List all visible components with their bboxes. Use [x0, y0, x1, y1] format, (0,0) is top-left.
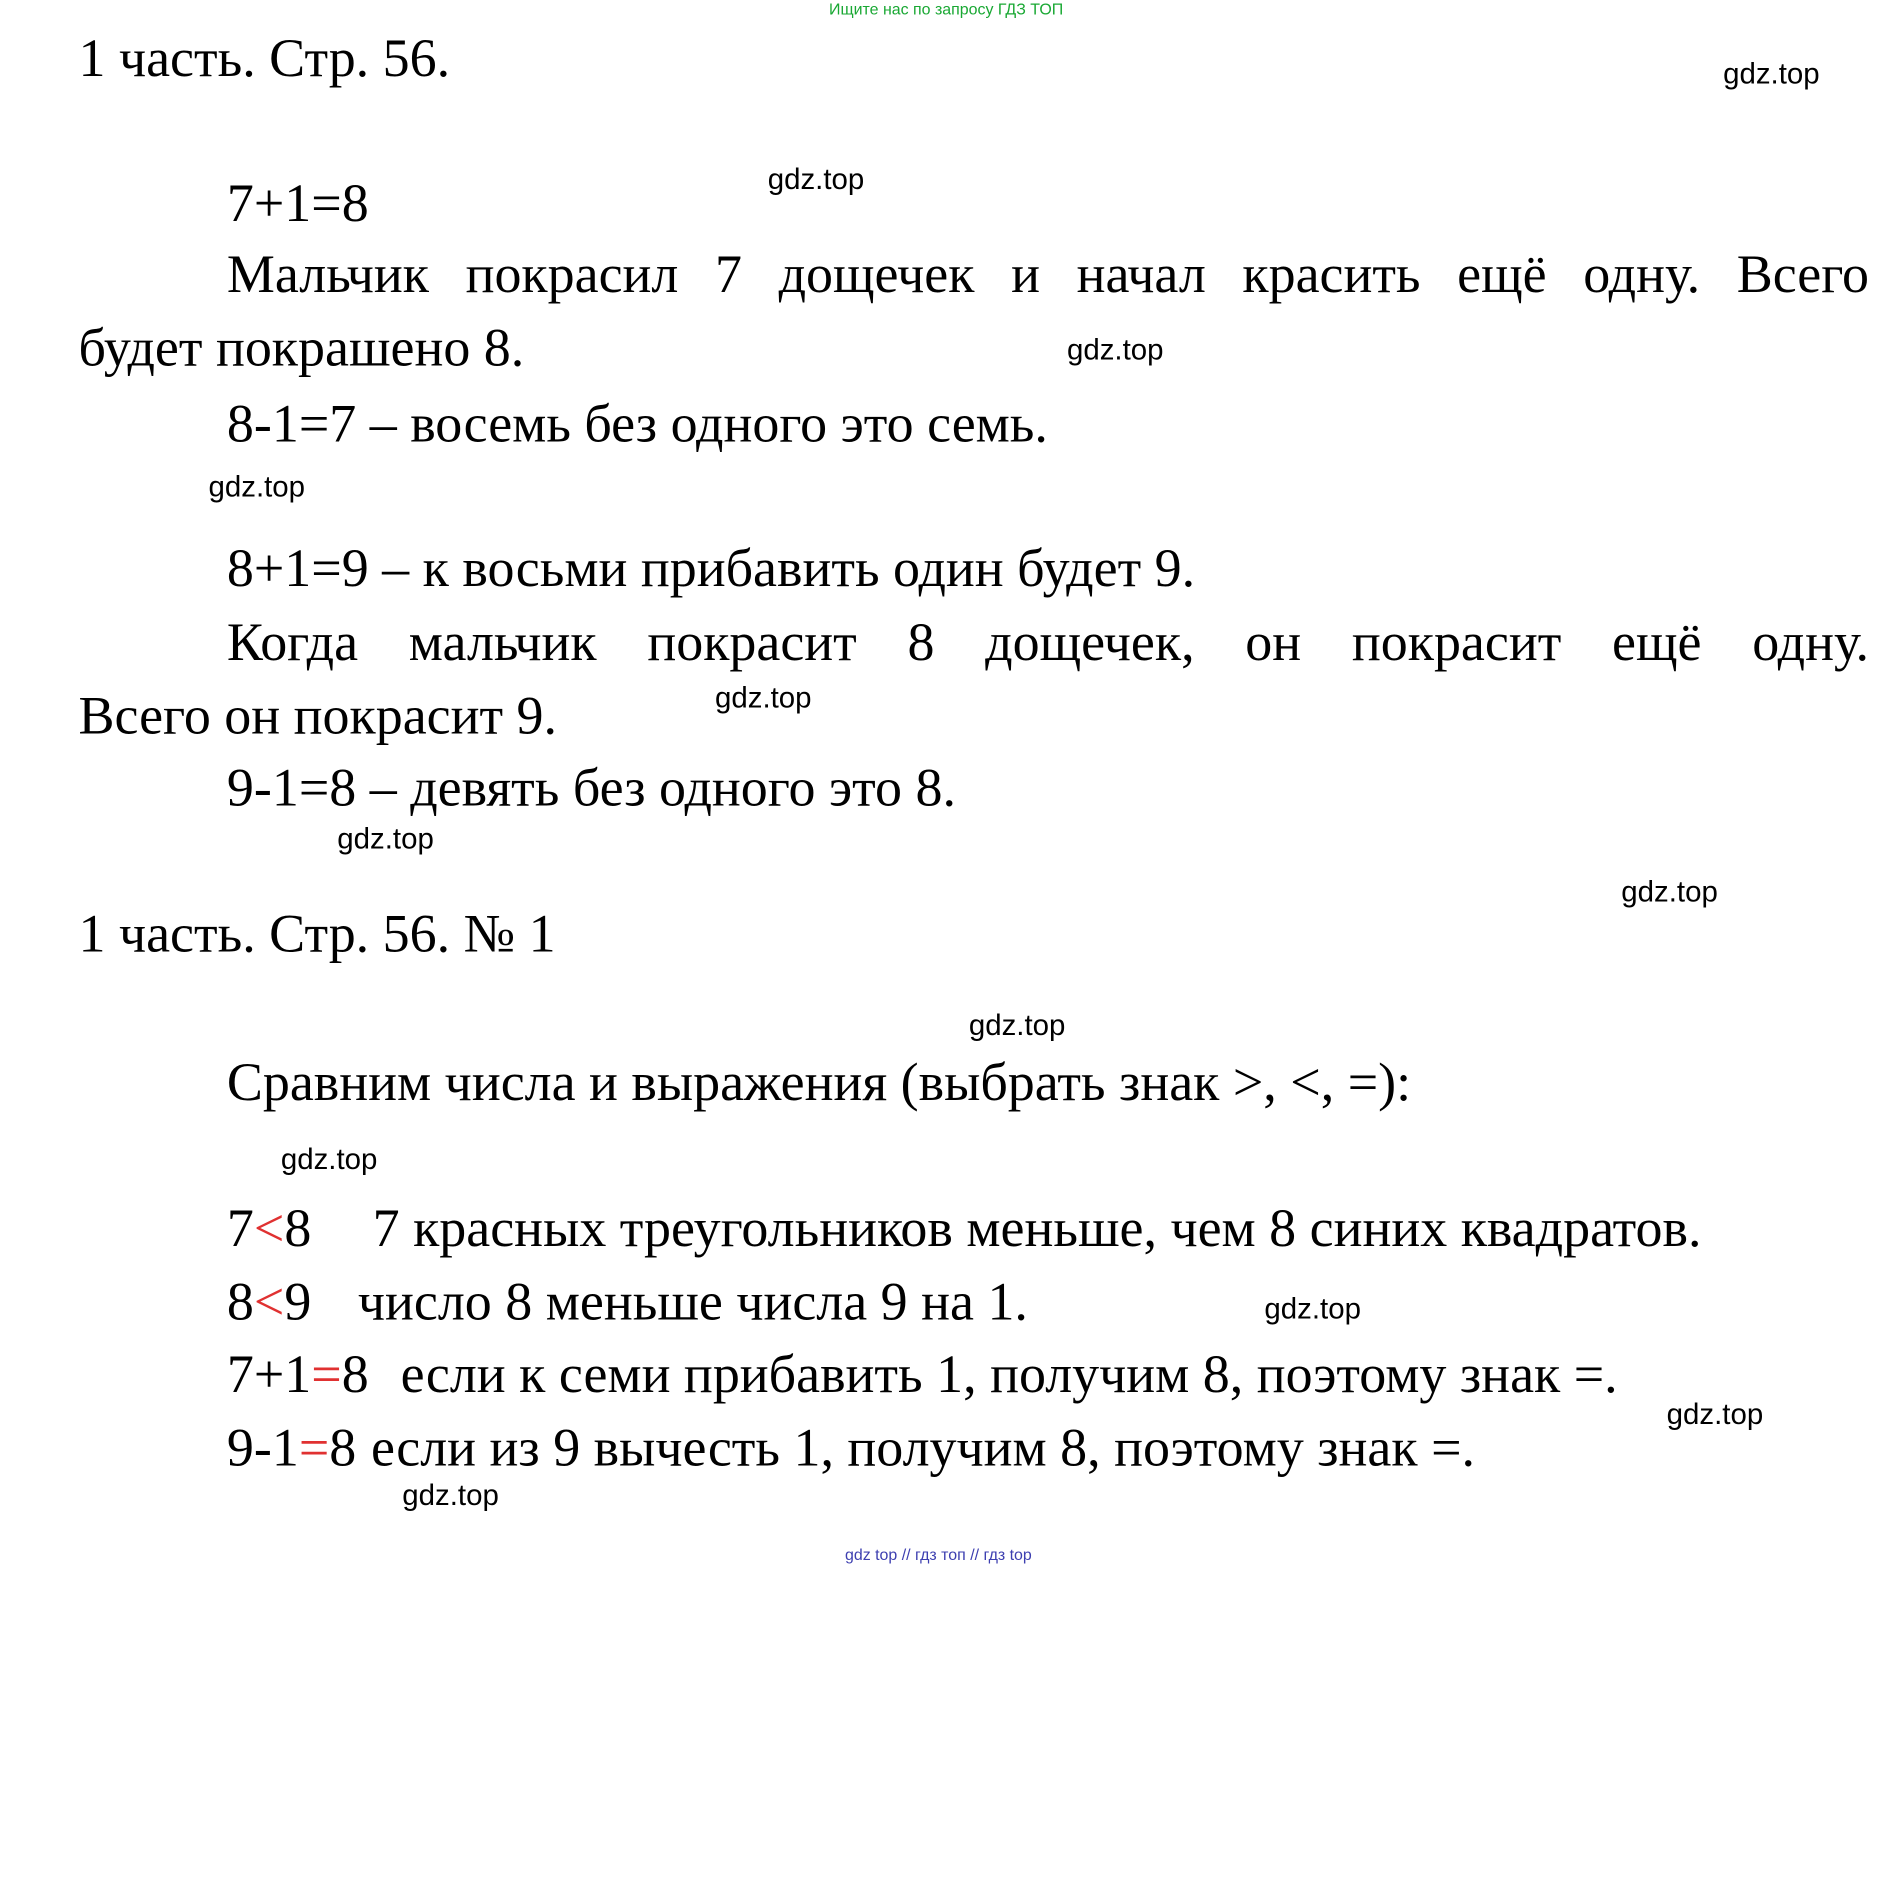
compare-explanation: если к семи прибавить 1, получим 8, поэтому знак =.: [400, 1344, 1618, 1405]
compare-row: [227, 1197, 1702, 1260]
compare-row: [227, 1416, 1475, 1479]
paragraph-line: будет покрашено 8.: [78, 317, 525, 378]
compare-left: 7: [226, 1198, 254, 1259]
footer-links[interactable]: gdz top // гдз топ // гдз top: [844, 1545, 1032, 1564]
watermark: gdz.top: [1621, 875, 1718, 909]
paragraph-line: Мальчик покрасил 7 дощечек и начал красить ещё одну. Всего: [226, 244, 1870, 305]
watermark: gdz.top: [1723, 57, 1820, 91]
compare-explanation: если из 9 вычесть 1, получим 8, поэтому знак =.: [370, 1417, 1475, 1478]
watermark: gdz.top: [280, 1143, 378, 1177]
compare-explanation: число 8 меньше числа 9 на 1.: [357, 1271, 1028, 1332]
compare-right: 8: [341, 1344, 369, 1405]
compare-sign: <: [253, 1198, 285, 1259]
compare-intro: Сравним числа и выражения (выбрать знак >, <, =):: [226, 1052, 1412, 1113]
equation-7-plus-1: 7+1=8: [226, 172, 369, 234]
watermark: gdz.top: [402, 1479, 499, 1513]
equation-9-minus-1: 9-1=8 – девять без одного это 8.: [226, 757, 956, 819]
compare-row: [227, 1343, 1618, 1406]
watermark: gdz.top: [767, 163, 865, 197]
paragraph-line: Всего он покрасит 9.: [78, 685, 558, 746]
paragraph-boy-painted-7: [78, 238, 1869, 385]
watermark: gdz.top: [208, 470, 306, 505]
watermark: gdz.top: [337, 822, 434, 857]
compare-left: 9-1: [226, 1417, 299, 1478]
compare-right: 9: [284, 1271, 312, 1332]
watermark: gdz.top: [714, 681, 812, 715]
compare-explanation: 7 красных треугольников меньше, чем 8 синих квадратов.: [372, 1198, 1702, 1259]
compare-sign: =: [311, 1344, 342, 1405]
compare-left: 7+1: [226, 1344, 312, 1405]
watermark: gdz.top: [1666, 1398, 1764, 1432]
compare-sign: <: [253, 1271, 285, 1332]
compare-right: 8: [284, 1198, 312, 1259]
compare-left: 8: [226, 1271, 254, 1332]
paragraph-line: Когда мальчик покрасит 8 дощечек, он покрасит ещё одну.: [226, 611, 1870, 673]
watermark: gdz.top: [968, 1009, 1066, 1043]
top-banner[interactable]: Ищите нас по запросу ГДЗ ТОП: [829, 0, 1064, 19]
compare-sign: =: [298, 1417, 330, 1478]
paragraph-boy-paints-8: [78, 606, 1869, 753]
section-heading-page-56-no-1: 1 часть. Стр. 56. № 1: [78, 903, 556, 964]
watermark: gdz.top: [1066, 333, 1164, 367]
section-heading-page-56: 1 часть. Стр. 56.: [78, 28, 451, 89]
compare-right: 8: [329, 1417, 357, 1478]
compare-row: [227, 1271, 1028, 1334]
equation-8-plus-1: 8+1=9 – к восьми прибавить один будет 9.: [226, 538, 1196, 599]
equation-8-minus-1: 8-1=7 – восемь без одного это семь.: [226, 393, 1048, 454]
watermark: gdz.top: [1264, 1292, 1361, 1326]
